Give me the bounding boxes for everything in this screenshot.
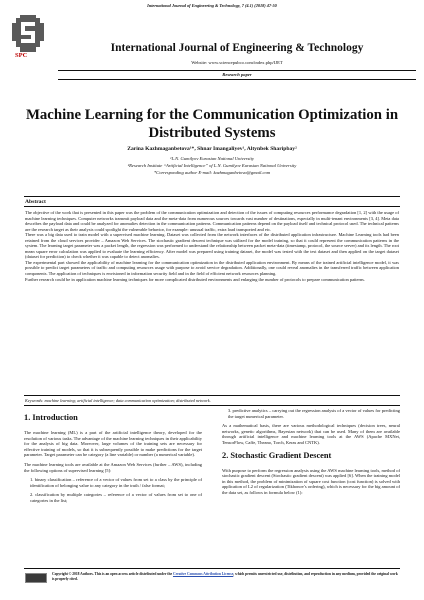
abstract-heading: Abstract (25, 199, 46, 205)
keywords-rule-top (24, 395, 400, 396)
left-column (24, 408, 202, 508)
journal-website[interactable]: Website: www.sciencepubco.com/index.php/IJET (191, 60, 283, 65)
abstract-paragraph: There was a big data used to train model with a supervised machine learning. Dataset was collected from the network interfaces of the distributed application infrastructure. Machine Learning tools had been retained from the cloud services provider – Amazon Web Services. The stochastic gradient descent technique was utilized for the model training, so that it could represent the communication patterns in the system. The learning target parameter was a packet length, the regression was performed to understand the relationship between packet meta-data (timestamp, protocol, the source server) and its length. The root mean square error calculation was applied to evaluate the learning efficiency. After model was prepared using training dataset, the model was tested with the test dataset and then applied on the target dataset (dataset for prediction) to check whether it was capable to detect anomalies. (25, 232, 399, 260)
abstract-rule-mid (24, 206, 400, 207)
section-heading-sgd: 2. Stochastic Gradient Descent (222, 450, 332, 460)
affiliation-2: ²Research Institute “Artificial Intelligence” of L.N. Gumilyov Eurasian National University (127, 163, 297, 168)
right-column (222, 408, 400, 500)
abstract-paragraph: The experimental part showed the applicability of machine learning for the communication optimization in the distributed application environment. By means of the trained artificial intelligence model, it was possible to predict target parameters of traffic and computing resources usage with purpose to avoid service degradation. Additionally, one could reveal anomalies in the transferred traffic between application components. The application of techniques is envisioned in information security field and in the field of efficient network resources planning. (25, 259, 399, 277)
abstract-paragraph: Further research could be in application machine learning techniques for more complicated distributed environments and enlarging the number of protocols to prepare communication patterns. (25, 276, 366, 282)
intro-paragraph: The machine learning (ML) is a part of the artificial intelligence theory, developed for the resolution of various tasks. The advantage of the machine learning techniques in their applicability for the analysis of big data. Moreover, large volumes of the training sets are necessary for effective training of models, so that it is subsequently possible to make predictions for the target parameter. Target parameter can be category (a line variable) or number (a numerical variable). (24, 430, 202, 458)
logo-text: SPC (15, 52, 28, 59)
list-item: 3. predictive analytics – carrying out the regression analysis of a vector of values for predicting the target numerical parameter. (228, 408, 400, 419)
header-rule (58, 70, 416, 71)
intro-paragraph: The machine learning tools are available at the Amazon Web Services (further – AWS), including the following options of supervised learning [5]: (24, 461, 202, 473)
list-item: 2. classification by multiple categories – reference of a vector of values from set to one of categories in the list; (30, 492, 202, 503)
affiliation-1: ¹L.N. Gumilyov Eurasian National University (170, 156, 254, 161)
cc-license-icon (25, 573, 47, 583)
paper-title-line2: Distributed Systems (148, 125, 276, 141)
copyright-text: Copyright © 2018 Authors. This is an open access article distributed under the (52, 572, 173, 576)
keywords-rule-bottom (24, 405, 400, 406)
abstract-paragraph: The objective of the work that is presented in this paper was the problem of the communication optimization and detection of the issues of computing resources performance degradation [1, 2] with the usage of machine learning techniques. Computer networks transmit payload data and the meta-data from numerous sources towards vast number of destinations, especially in multi-tenant environments [3, 4]. Meta data describes the payload data and could be analyzed for anomalies detection in the communication patterns. Communication patterns depend on the payload itself and technical protocol used. The technical patterns are the research target as their analysis could spotlight the vulnerable behavior, for example: unusual traffic, extra load transported and etc. (25, 210, 399, 232)
copyright-notice (52, 572, 400, 581)
sgd-paragraph: With purpose to perform the regression analysis using the AWS machine learning tools, method of stochastic gradient descent (Stochastic gradient descent) was applied [6]. When the training model in this method, the problem of minimization of square cost function (cost function) is solved with application of L2 of regularization (Tikhonov's ordering), which is necessary for the big amount of the data set, as follows in formula below (1): (222, 467, 400, 495)
abstract-rule-top (24, 196, 400, 197)
list-item: 1. binary classification – reference of a vector of values from set to a class by the principle of identification of belonging value to any category in the truth / false format; (30, 477, 202, 488)
paper-type: Research paper (222, 72, 252, 77)
journal-logo-icon (12, 15, 44, 52)
header-rule-thin (58, 79, 416, 80)
authors: Zarina Kazhmaganbetova¹*, Shnar Imangaliyev¹, Altynbek Sharipbay² (127, 146, 297, 152)
corresponding-author: *Corresponding author E-mail: kazhmaganbetova@gmail.com (153, 170, 271, 175)
section-heading-introduction: 1. Introduction (24, 413, 78, 422)
footer-rule (24, 568, 400, 569)
copyright-text-end: , which permits unrestricted use, distribution, and reproduction in any medium, provided the original work is properly cited. (52, 572, 398, 581)
license-link[interactable]: Creative Commons Attribution License (172, 572, 234, 576)
paper-title-line1: Machine Learning for the Communication Optimization in (25, 107, 399, 123)
abstract-body (25, 210, 399, 282)
paper-title (20, 106, 404, 142)
journal-citation-line: International Journal of Engineering & Technology, 7 (4.1) (2018) 47-50 (147, 3, 277, 8)
keywords: Keywords: machine learning; artificial intelligence; data communication optimization; distributed network. (25, 398, 211, 403)
intro-paragraph: As a mathematical basis, there are various methodological techniques (decision trees, neural networks, genetic algorithms, Bayesian network) that can be used. Many of them are available through artificial intelligence and machine learning tools at the AWS (Apache MXNet, TensorFlow, Caffe, Theano, Torch, Keras and CNTK). (222, 423, 400, 445)
journal-title: International Journal of Engineering & Technology (110, 42, 364, 54)
